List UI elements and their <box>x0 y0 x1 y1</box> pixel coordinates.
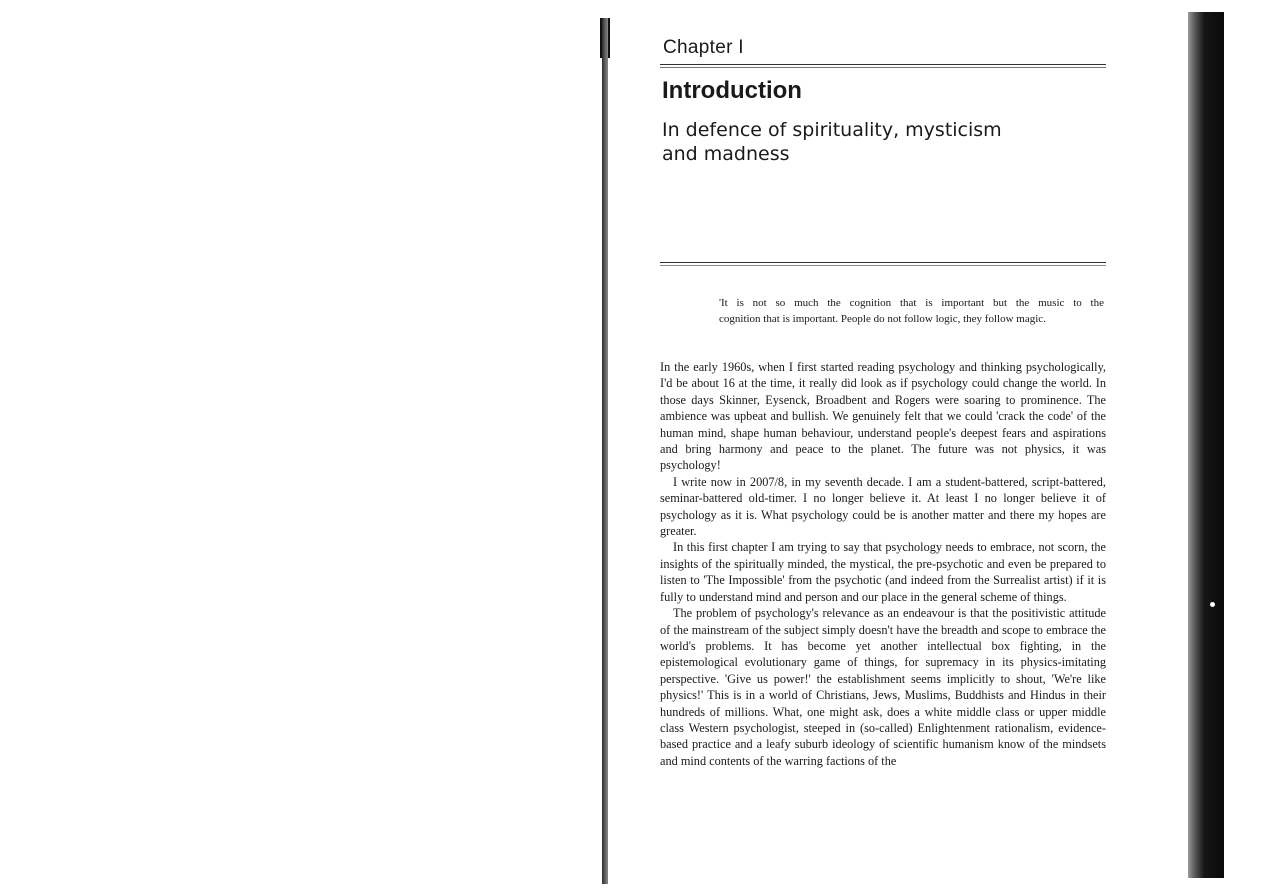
epigraph-line: cognition that is important. People do not follow logic, they follow magic. <box>719 313 1046 325</box>
scan-speck <box>622 18 640 32</box>
chapter-rule-secondary <box>660 67 1106 68</box>
chapter-label: Chapter I <box>663 37 744 58</box>
chapter-subtitle: In defence of spirituality, mysticism and madness <box>662 119 1002 165</box>
paragraph: The problem of psychology's relevance as an endeavour is that the positivistic attitude of the mainstream of the subject simply doesn't have the breadth and scope to embrace the world's problems. It has become yet another intellectual box fighting, in the epistemological evolutionary game of things, for supremacy in its physics-imitating perspective. 'Give us power!' the establishment seems implicitly to shout, 'We're like physics!' This is in a world of Christians, Jews, Muslims, Buddhists and Hindus in their hundreds of millions. What, one might ask, does a white middle class or upper middle class Western psychologist, steeped in (so-called) Enlightenment rationalism, evidence-based practice and a leafy suburb ideology of scientific humanism know of the mindsets and mind contents of the warring factions of the <box>660 606 1106 768</box>
body-text <box>660 359 1106 769</box>
paragraph: In this first chapter I am trying to say that psychology needs to embrace, not scorn, the insights of the spiritually minded, the mystical, the pre-psychotic and even be prepared to listen to 'The Impossible' from the psychotic (and indeed from the Surrealist artist) if it is fully to understand mind and person and our place in the general scheme of things. <box>660 540 1106 604</box>
section-rule-secondary <box>660 265 1106 266</box>
scan-dot <box>1210 602 1215 607</box>
paragraph: In the early 1960s, when I first started reading psychology and thinking psychologically, I'd be about 16 at the time, it really did look as if psychology could change the world. In those days Skinner, Eysenck, Broadbent and Rogers were soaring to prominence. The ambience was upbeat and bullish. We genuinely felt that we could 'crack the code' of the human mind, shape human behaviour, understand people's deepest fears and aspirations and bring harmony and peace to the planet. The future was not physics, it was psychology! <box>660 360 1106 473</box>
epigraph-line: 'It is not so much the cognition that is important but the music to the <box>719 297 1104 309</box>
chapter-title: Introduction <box>662 77 802 104</box>
epigraph <box>719 295 1104 327</box>
scan-edge-left <box>602 18 608 884</box>
chapter-rule <box>660 64 1106 65</box>
scan-edge-right <box>1188 12 1224 878</box>
paragraph: I write now in 2007/8, in my seventh decade. I am a student-battered, script-battered, seminar-battered old-timer. I no longer believe it. At least I no longer believe it of psychology as it is. What psychology could be is another matter and there my hopes are greater. <box>660 474 1106 539</box>
section-rule <box>660 262 1106 263</box>
book-page <box>660 30 1106 769</box>
